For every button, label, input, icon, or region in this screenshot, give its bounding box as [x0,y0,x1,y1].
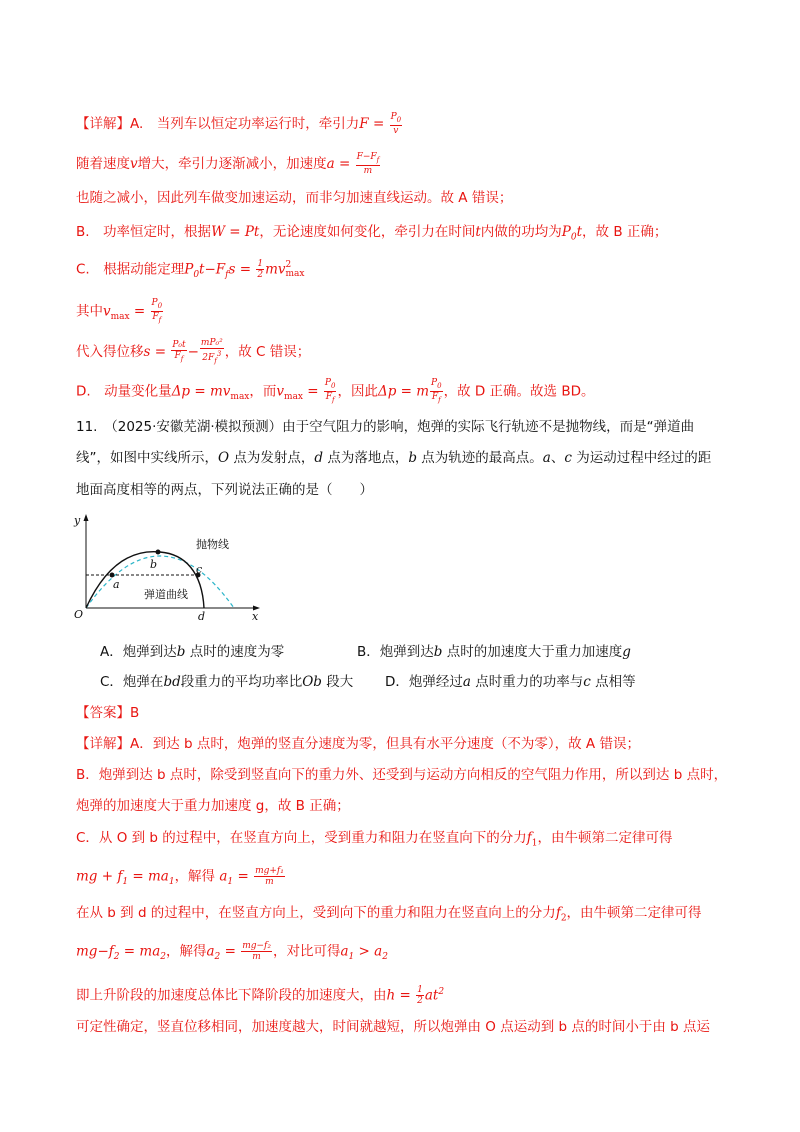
text: D. 动量变化量 [76,383,172,400]
formula: h = [386,987,416,1004]
var: P [561,224,571,240]
num: P₀t [172,340,186,350]
detail-line-c2 [76,298,164,326]
var: a [219,868,228,885]
y-axis-arrow [84,514,89,521]
fraction [171,340,186,364]
sub: f [376,155,380,164]
var: b [176,644,186,660]
eq: = [220,943,241,960]
fraction [200,338,224,366]
text: 其中 [76,303,103,320]
var: v [103,303,111,320]
text: 点时的速度为零 [185,644,285,660]
text: ，因此 [337,383,378,400]
sub: 0 [570,232,577,243]
sub: 0 [157,301,163,310]
text: ，解得 [165,943,207,960]
sub: f [214,356,217,365]
detail-line-d [76,378,595,406]
sub: max [110,311,130,322]
var: d [314,450,324,466]
explain-line-3 [76,797,350,815]
explain-line-5 [76,866,286,891]
formula: Δp = m [377,383,430,400]
sub: f [180,354,184,363]
var: a [340,943,349,960]
num: P [324,378,331,388]
point-b [156,550,161,555]
var: f [526,830,532,846]
var: a [206,943,215,960]
den: 2 [257,270,264,280]
var: c [564,450,572,466]
text: B．炮弹到达 b 点时，除受到竖直向下的重力外、还受到与运动方向相反的空气阻力作用，所以到达 b 点时， [76,767,728,783]
detail-line-b [76,223,667,247]
var: Ob [302,674,322,690]
num: P [151,298,158,308]
num: 1 [257,259,264,269]
sub: 0 [437,381,442,390]
detail-line-a2 [76,152,381,176]
detail-line-a [76,112,403,136]
text: 、 [550,450,565,466]
sub: 2 [214,952,221,963]
fraction [254,866,285,887]
text: ，由牛顿第二定律可得 [566,905,702,921]
text: C. 根据动能定理 [76,261,185,278]
origin-label: O [74,608,84,621]
text: 内做的功均为 [480,224,562,240]
sub: max [285,268,305,279]
text: ，解得 [174,868,220,885]
sub: 2 [160,952,166,963]
var: a [542,450,551,466]
den: v [393,125,399,136]
text: 【详解】A. 当列车以恒定功率运行时，牵引力 [76,115,360,132]
var: a [462,674,471,690]
ballistic-label: 弹道曲线 [144,588,188,601]
text: ，故 D 正确。故选 BD。 [443,383,595,400]
text: 也随之减小，因此列车做变加速运动，而非匀加速直线运动。故 A 错误； [76,190,513,206]
text: 点为发射点， [229,450,315,466]
num: mg+f₁ [255,866,284,876]
var: c [583,674,591,690]
formula: > a [354,943,383,960]
answer-line [76,704,139,722]
num: F−F [356,152,377,162]
eq: = [129,303,150,320]
sub: f [332,395,335,404]
den: F [174,351,181,361]
point-a [110,573,115,578]
formula: P [184,261,194,278]
parabola-label: 抛物线 [196,538,229,551]
question-line-2 [76,449,711,467]
var: g [622,644,631,660]
explain-line-1 [76,735,640,753]
sup: 2 [285,259,292,270]
fraction [241,941,272,962]
sub: 1 [122,877,129,888]
formula: at [424,987,439,1004]
answer-value: B [130,705,140,721]
text: 炮弹的加速度大于重力加速度 g，故 B 正确； [76,798,350,814]
text: C．炮弹在 [100,674,164,690]
den: F [431,391,439,402]
y-label: y [74,514,81,527]
text: 点相等 [590,674,636,690]
text: ，故 B 正确； [582,224,668,240]
question-line-3 [76,481,373,499]
sub: f [158,315,162,324]
var: v [130,155,138,172]
formula: s = [228,261,256,278]
text: ，故 C 错误； [224,343,311,360]
formula: = ma [128,868,169,885]
option-c[interactable] [100,670,353,690]
detail-line-c [76,259,304,284]
option-b[interactable] [357,640,631,660]
option-a[interactable] [100,640,284,660]
sub: 0 [330,381,336,390]
formula: Δp = mv [171,383,231,400]
den: F [152,311,159,322]
text: B．炮弹到达 [357,644,434,660]
text: 点时的加速度大于重力加速度 [442,644,623,660]
text: 可定性确定，竖直位移相同，加速度越大，时间就越短，所以炮弹由 O 点运动到 b 点的时间小于由 b 点运 [76,1019,711,1035]
den: m [252,952,261,962]
minus: − [187,343,199,360]
var: t [475,224,481,240]
fraction [356,152,381,176]
sub: 0 [193,270,200,281]
formula: F = [359,115,389,132]
text: 点时重力的功率与 [470,674,584,690]
text: 线”，如图中实线所示， [76,450,218,466]
formula: = ma [119,943,161,960]
den: 2F [202,353,215,363]
eq: = [303,383,323,400]
var: b [408,450,417,466]
text: ，而 [249,383,277,400]
text: 增大，牵引力逐渐减小，加速度 [137,155,327,172]
sub: 0 [396,115,402,124]
text: 代入得位移 [76,343,144,360]
text: 段大 [321,674,354,690]
explain-line-6 [76,904,702,928]
sub: 2 [113,952,120,963]
sub: 2 [382,952,388,963]
num: P [390,112,397,122]
fraction [390,112,403,136]
explain-line-9 [76,1018,710,1036]
formula: mv [265,261,286,278]
num: mP₀² [200,338,223,348]
sup: 2 [438,987,445,997]
detail-line-a3 [76,189,512,207]
formula: s = [143,343,171,360]
x-label: x [252,610,259,622]
var: O [218,450,230,466]
formula: mg−f [76,943,114,960]
text: 点为落地点， [323,450,409,466]
var: b [433,644,443,660]
formula: t−F [199,261,226,278]
sub: 1 [168,877,175,888]
text: C．从 O 到 b 的过程中，在竖直方向上，受到重力和阻力在竖直向下的分力 [76,830,527,846]
label-d: d [198,610,206,622]
var: v [276,383,285,400]
explain-line-4 [76,829,673,853]
var: bd [163,674,181,690]
fraction [430,378,443,405]
sub: max [284,391,304,402]
text: 即上升阶段的加速度总体比下降阶段的加速度大，由 [76,987,387,1004]
eq: = [233,868,254,885]
den: F [325,391,333,402]
text: 【详解】A．到达 b 点时，炮弹的竖直分速度为零，但具有水平分速度（不为零），故 A 错误； [76,736,640,752]
den: 2 [417,996,423,1006]
text: 点为轨迹的最高点。 [416,450,543,466]
trajectory-figure [70,512,270,622]
text: 段重力的平均功率比 [180,674,303,690]
text: A．炮弹到达 [100,644,177,660]
den: m [265,877,274,887]
question-line-1 [76,418,694,436]
text: 地面高度相等的两点，下列说法正确的是（ ） [76,482,373,498]
text: 为运动过程中经过的距 [571,450,712,466]
fraction [324,378,337,405]
var: t [576,224,583,240]
text: ，无论速度如何变化，牵引力在时间 [259,224,476,240]
text: B. 功率恒定时，根据 [76,224,212,240]
text: 在从 b 到 d 的过程中，在竖直方向上，受到向下的重力和阻力在竖直向上的分力 [76,905,556,921]
label-c: c [196,563,203,576]
formula: W = Pt [211,224,260,240]
formula: mg + f [76,868,123,885]
text: D．炮弹经过 [385,674,463,690]
explain-line-8 [76,983,444,1006]
label-b: b [150,558,158,571]
explain-line-2 [76,766,727,784]
text: （2025·安徽芜湖·模拟预测）由于空气阻力的影响，炮弹的实际飞行轨迹不是抛物线，而是“弹道曲 [104,419,695,435]
explain-line-7 [76,941,388,966]
sub: 1 [531,838,538,849]
num: P [431,378,438,388]
sub: 2 [560,913,567,924]
den: m [363,165,373,176]
sub: 1 [348,952,355,963]
question-number: 11. [76,419,98,435]
num: mg−f₂ [242,941,271,951]
answer-label: 【答案】 [76,705,130,721]
detail-line-c3 [76,338,310,366]
option-d[interactable] [385,670,636,690]
sup: 3 [216,350,222,358]
text: 随着速度 [76,155,130,172]
sub: f [225,270,229,281]
fraction [256,259,264,280]
num: 1 [417,985,423,995]
sub: max [230,391,250,402]
text: ，对比可得 [272,943,341,960]
text: ，由牛顿第二定律可得 [537,830,673,846]
fraction [416,985,424,1006]
var: f [555,905,561,921]
label-a: a [113,578,120,591]
sub: f [438,395,441,404]
formula: a = [326,155,355,172]
sub: 1 [227,877,234,888]
fraction [151,298,164,325]
